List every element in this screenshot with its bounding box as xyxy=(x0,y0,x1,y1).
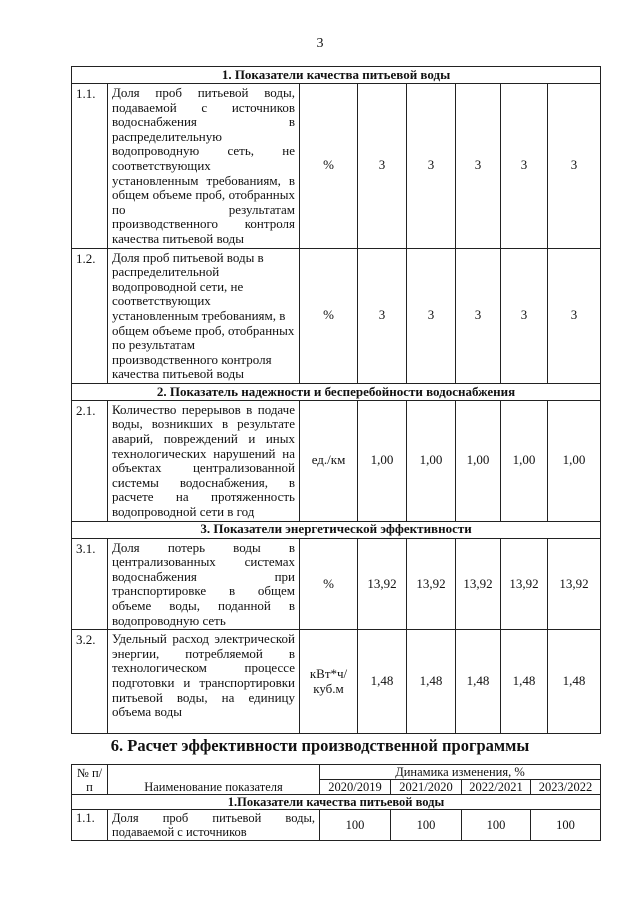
value-cell: 1,00 xyxy=(456,400,501,521)
section-row xyxy=(72,383,601,400)
value-cell: 13,92 xyxy=(548,538,601,630)
indicators-table xyxy=(71,66,601,734)
value-cell: 100 xyxy=(320,810,391,841)
indicator-name: Количество перерывов в подаче воды, возникших в результате аварий, повреждений и иных технологических нарушений на объектах централизованной системы водоснабжения, в расчете на протяженность водопроводной сети в год xyxy=(108,400,300,521)
value-cell: 3 xyxy=(358,248,407,383)
row-number: 2.1. xyxy=(72,400,108,521)
unit-cell: ед./км xyxy=(300,400,358,521)
header-num: № п/п xyxy=(72,765,108,795)
header-row xyxy=(72,765,601,780)
table-row xyxy=(72,84,601,249)
value-cell: 3 xyxy=(456,248,501,383)
row-number: 3.1. xyxy=(72,538,108,630)
section-title: 2. Показатель надежности и бесперебойности водоснабжения xyxy=(72,383,601,400)
value-cell: 1,48 xyxy=(358,630,407,734)
indicator-name: Доля потерь воды в централизованных системах водоснабжения при транспортировке в общем объеме воды, поданной в водопроводную сеть xyxy=(108,538,300,630)
value-cell: 1,48 xyxy=(548,630,601,734)
section-row xyxy=(72,521,601,538)
value-cell: 1,48 xyxy=(456,630,501,734)
value-cell: 3 xyxy=(501,84,548,249)
value-cell: 3 xyxy=(407,84,456,249)
table-row xyxy=(72,400,601,521)
value-cell: 3 xyxy=(456,84,501,249)
year-header: 2021/2020 xyxy=(391,780,462,795)
unit-cell: % xyxy=(300,84,358,249)
value-cell: 1,00 xyxy=(548,400,601,521)
header-name: Наименование показателя xyxy=(108,765,320,795)
page-number: 3 xyxy=(316,36,324,51)
value-cell: 3 xyxy=(358,84,407,249)
value-cell: 3 xyxy=(548,84,601,249)
row-number: 3.2. xyxy=(72,630,108,734)
section-title: 1. Показатели качества питьевой воды xyxy=(72,67,601,84)
table-row xyxy=(72,538,601,630)
section-title: 1.Показатели качества питьевой воды xyxy=(72,795,601,810)
value-cell: 100 xyxy=(531,810,601,841)
row-number: 1.1. xyxy=(72,84,108,249)
value-cell: 1,48 xyxy=(407,630,456,734)
year-header: 2022/2021 xyxy=(462,780,531,795)
value-cell: 1,00 xyxy=(501,400,548,521)
efficiency-table xyxy=(71,764,601,841)
table-row xyxy=(72,248,601,383)
year-header: 2020/2019 xyxy=(320,780,391,795)
indicator-name: Доля проб питьевой воды, подаваемой с источников xyxy=(108,810,320,841)
header-dynamics: Динамика изменения, % xyxy=(320,765,601,780)
year-header: 2023/2022 xyxy=(531,780,601,795)
indicator-name: Удельный расход электрической энергии, потребляемой в технологическом процессе подготовки и транспортировки питьевой воды, на единицу объема воды xyxy=(108,630,300,734)
value-cell: 13,92 xyxy=(358,538,407,630)
row-number: 1.1. xyxy=(72,810,108,841)
value-cell: 13,92 xyxy=(407,538,456,630)
row-number: 1.2. xyxy=(72,248,108,383)
value-cell: 100 xyxy=(391,810,462,841)
value-cell: 100 xyxy=(462,810,531,841)
unit-cell: % xyxy=(300,248,358,383)
section-row xyxy=(72,795,601,810)
value-cell: 3 xyxy=(501,248,548,383)
indicator-name: Доля проб питьевой воды, подаваемой с источников водоснабжения в распределительную водопроводную сеть, не соответствующих установленным требованиям, в общем объеме проб, отобранных по результатам производственного контроля качества питьевой воды xyxy=(108,84,300,249)
value-cell: 1,00 xyxy=(407,400,456,521)
value-cell: 3 xyxy=(548,248,601,383)
table-row xyxy=(72,810,601,841)
unit-cell: % xyxy=(300,538,358,630)
indicator-name: Доля проб питьевой воды в распределительной водопроводной сети, не соответствующих установленным требованиям, в общем объеме проб, отобранных по результатам производственного контроля качества питьевой воды xyxy=(108,248,300,383)
table-row xyxy=(72,630,601,734)
section-heading: 6. Расчет эффективности производственной программы xyxy=(110,736,530,755)
section-title: 3. Показатели энергетической эффективности xyxy=(72,521,601,538)
value-cell: 3 xyxy=(407,248,456,383)
section-row xyxy=(72,67,601,84)
unit-cell: кВт*ч/ куб.м xyxy=(300,630,358,734)
value-cell: 13,92 xyxy=(456,538,501,630)
value-cell: 1,00 xyxy=(358,400,407,521)
value-cell: 13,92 xyxy=(501,538,548,630)
value-cell: 1,48 xyxy=(501,630,548,734)
